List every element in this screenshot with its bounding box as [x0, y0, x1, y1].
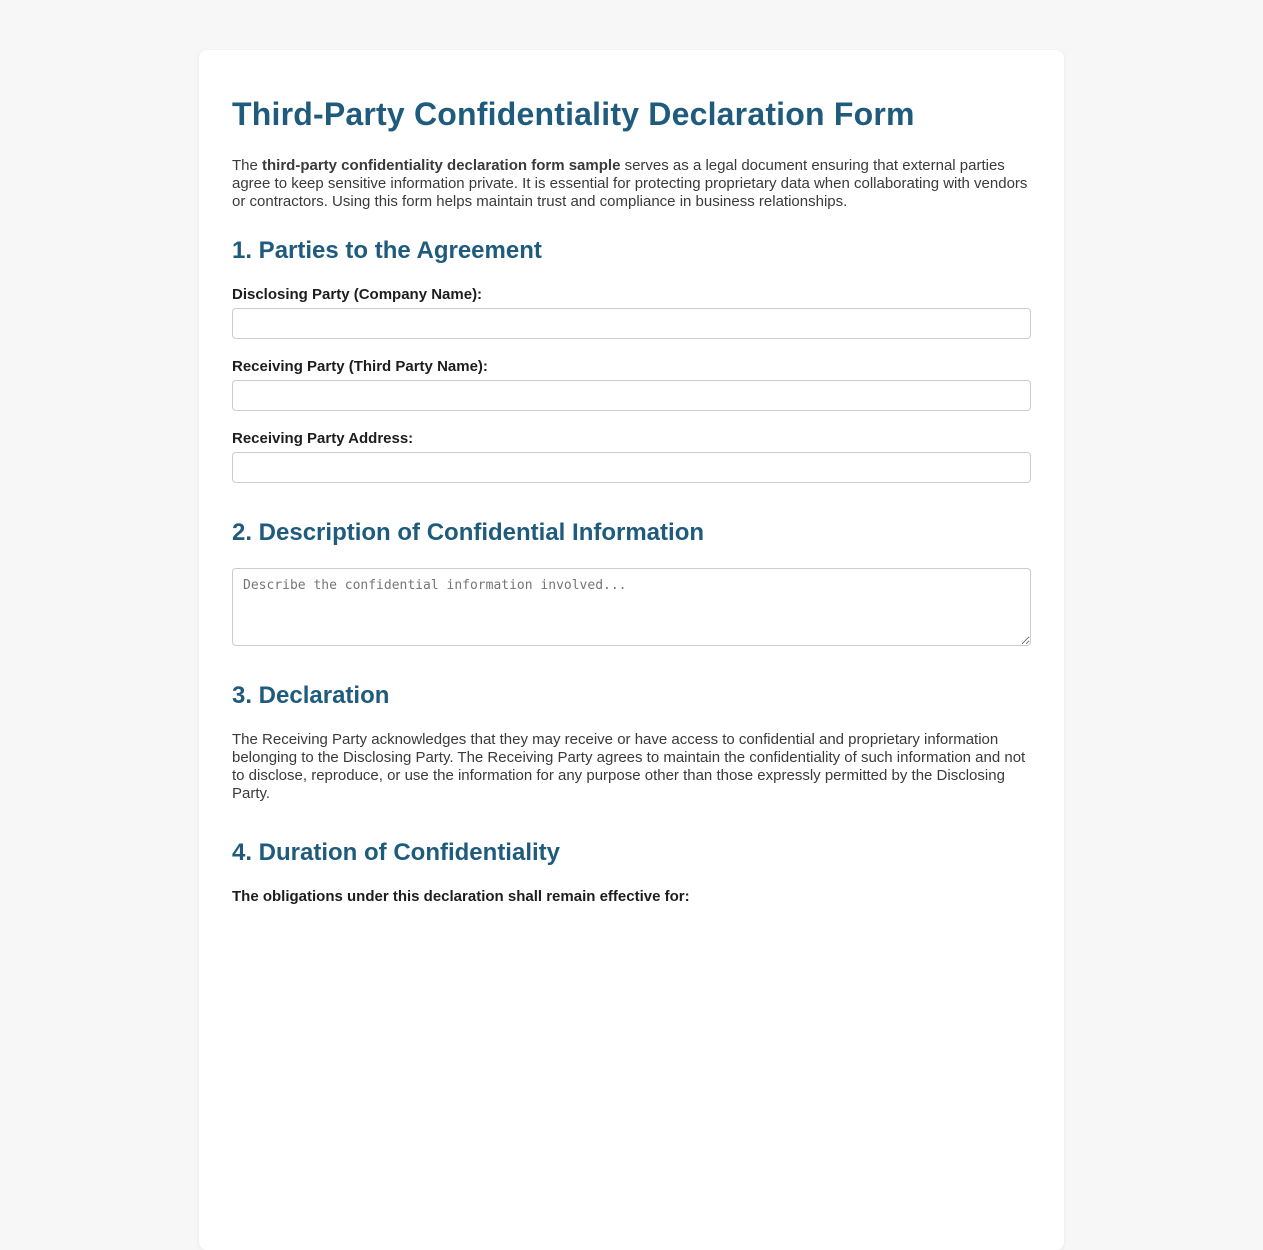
intro-paragraph — [232, 157, 1031, 211]
confidential-description-textarea[interactable] — [232, 568, 1031, 646]
section-description — [232, 519, 1031, 646]
field-group-disclosing-party — [232, 286, 1031, 339]
receiving-party-address-input[interactable] — [232, 452, 1031, 483]
receiving-party-label: Receiving Party (Third Party Name): — [232, 358, 488, 375]
intro-text-bold: third-party confidentiality declaration form sample — [262, 157, 621, 174]
receiving-party-address-label: Receiving Party Address: — [232, 430, 414, 447]
section-heading-description: 2. Description of Confidential Information — [232, 519, 705, 546]
disclosing-party-label: Disclosing Party (Company Name): — [232, 286, 483, 303]
field-group-receiving-party — [232, 358, 1031, 411]
section-parties — [232, 237, 1031, 483]
field-group-receiving-party-address — [232, 430, 1031, 483]
section-heading-duration: 4. Duration of Confidentiality — [232, 839, 560, 866]
section-duration — [232, 839, 1031, 905]
declaration-paragraph: The Receiving Party acknowledges that they may receive or have access to confidential and proprietary information belonging to the Disclosing Party. The Receiving Party agrees to maintain the confidentiality of such information and not to disclose, reproduce, or use the information for any purpose other than those expressly permitted by the Disclosing Party. — [232, 731, 1026, 802]
section-declaration — [232, 682, 1031, 803]
section-heading-declaration: 3. Declaration — [232, 682, 390, 709]
disclosing-party-input[interactable] — [232, 308, 1031, 339]
intro-text-prefix: The — [232, 157, 263, 174]
page-title: Third-Party Confidentiality Declaration Form — [232, 96, 915, 132]
section-heading-parties: 1. Parties to the Agreement — [232, 237, 542, 264]
intro-text-rest: serves as a legal document ensuring that external parties agree to keep sensitive information private. It is essential for protecting proprietary data when collaborating with vendors or contractors. Using this form helps maintain trust and compliance in business relationships. — [232, 157, 1028, 210]
duration-label: The obligations under this declaration shall remain effective for: — [232, 888, 690, 905]
form-card — [199, 50, 1064, 1250]
receiving-party-input[interactable] — [232, 380, 1031, 411]
